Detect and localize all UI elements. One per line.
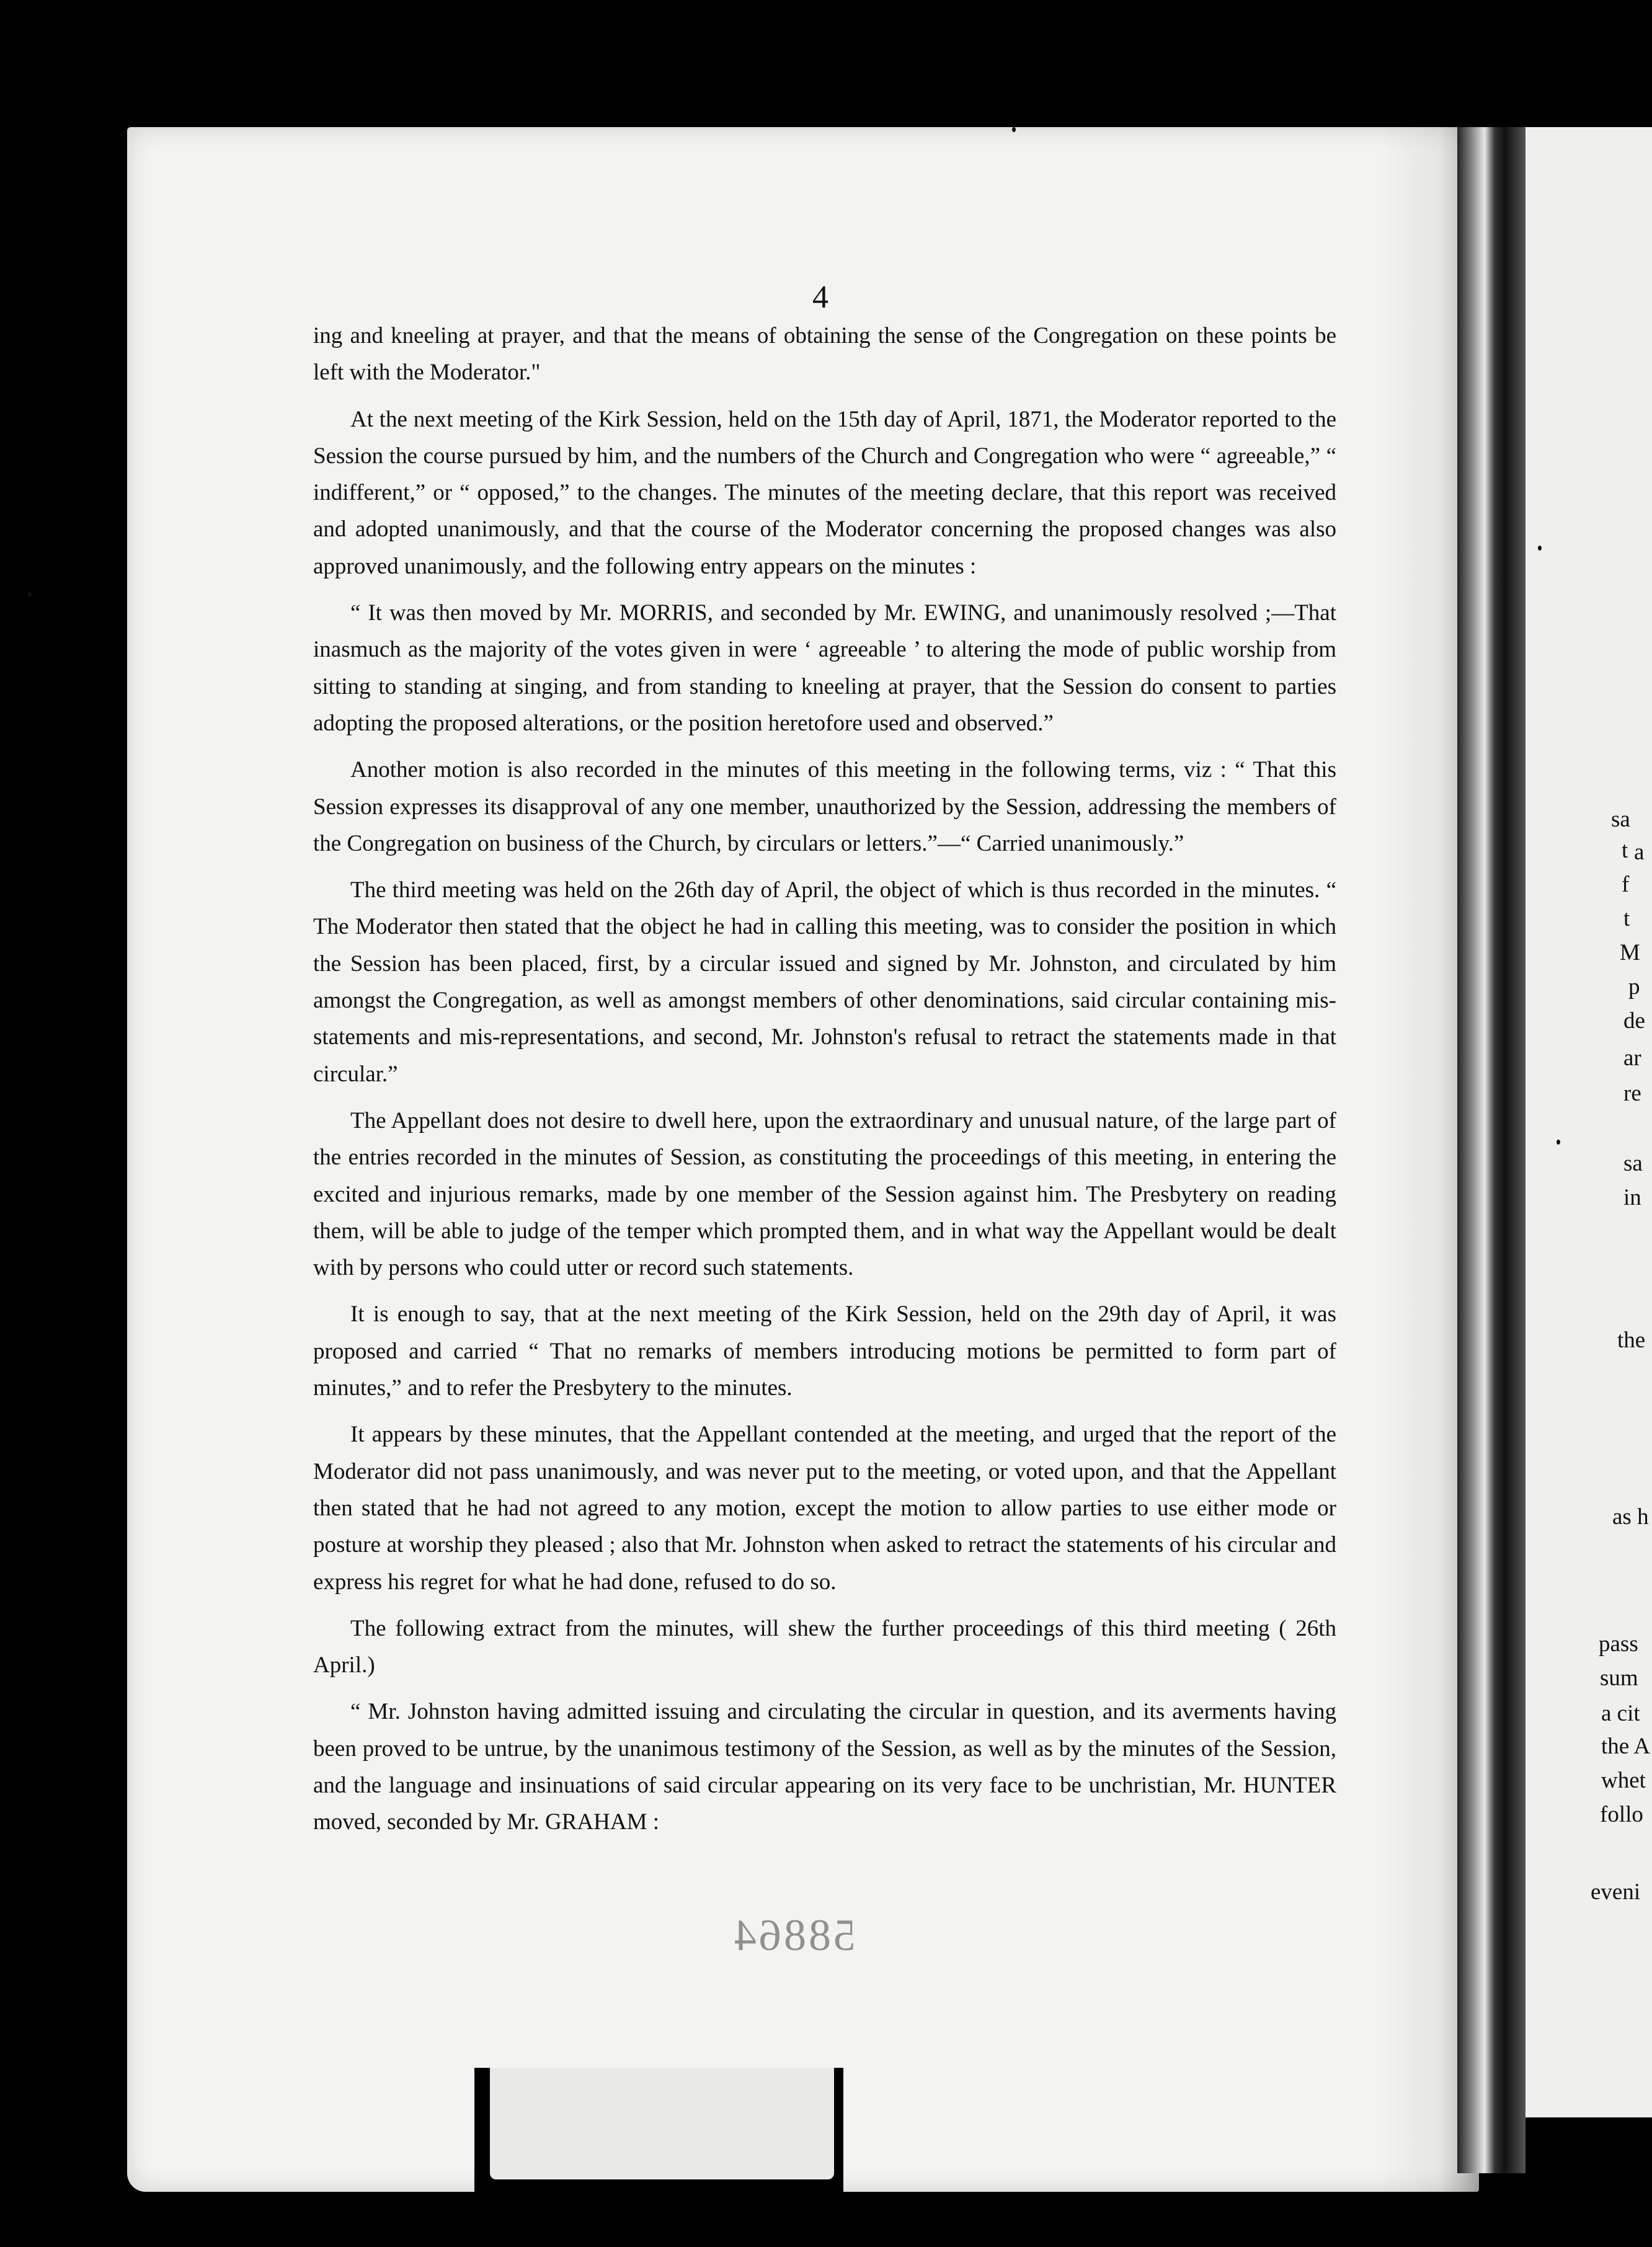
margin-fragment: whet bbox=[1601, 1768, 1646, 1793]
speck bbox=[28, 592, 32, 597]
paragraph: “ Mr. Johnston having admitted issuing and circulating the circular in question, and its averments having been proved to be untrue, by the unanimous testimony of the Session, as well as by the minutes of the Session, and the language and insinuations of said circular appearing on its very face to be unchristian, Mr. HUNTER moved, seconded by Mr. GRAHAM : bbox=[313, 1699, 1336, 1835]
speck bbox=[1557, 1140, 1560, 1145]
margin-fragment: p bbox=[1628, 974, 1640, 999]
paragraph: The Appellant does not desire to dwell here, upon the extraordinary and unusual nature, of the large part of the entries recorded in the minutes of Session, as constituting the proceedings of this meeting, in entering the excited and injurious remarks, made by one member of the Session against him. The Presbytery on reading them, will be able to judge of the temper which prompted them, and in what way the Appellant would be dealt with by persons who could utter or record such statements. bbox=[313, 1107, 1336, 1281]
paragraph: It is enough to say, that at the next meeting of the Kirk Session, held on the 29th day of April, it was proposed and carried “ That no remarks of members introducing motions be permitted to form part of minutes,” and to refer the Presbytery to the minutes. bbox=[313, 1301, 1336, 1401]
margin-fragment: as h bbox=[1612, 1504, 1649, 1530]
page-number: 4 bbox=[812, 280, 828, 315]
margin-fragment: in bbox=[1623, 1185, 1641, 1210]
paragraph: At the next meeting of the Kirk Session, held on the 15th day of April, 1871, the Moderator reported to the Session the course pursued by him, and the numbers of the Church and Congregation who were “ agreeable,” “ indifferent,” or “ opposed,” to the changes. The minutes of the meeting declare, that this report was received and adopted unanimously, and that the course of the Moderator concerning the proposed changes was also approved unanimously, and the following entry appears on the minutes : bbox=[313, 406, 1336, 579]
margin-fragment: re bbox=[1623, 1081, 1641, 1106]
margin-fragment: the A bbox=[1601, 1734, 1651, 1759]
margin-fragment: eveni bbox=[1591, 1879, 1641, 1905]
margin-fragment: t bbox=[1622, 838, 1628, 863]
paragraph: “ It was then moved by Mr. MORRIS, and seconded by Mr. EWING, and unanimously resolved ;—That inasmuch as the majority of the votes given in were ‘ agreeable ’ to altering the mode of public worship from sitting to standing at singing, and from standing to kneeling at prayer, that the Session do consent to parties adopting the proposed alterations, or the position heretofore used and observed.” bbox=[313, 600, 1336, 736]
page-notch-inner bbox=[490, 2068, 834, 2179]
margin-fragment: follo bbox=[1600, 1802, 1643, 1827]
margin-fragment: M bbox=[1620, 940, 1640, 965]
paragraph: The third meeting was held on the 26th day of April, the object of which is thus recorded in the minutes. “ The Moderator then stated that the object he had in calling this meeting, was to consider the position in which the Session has been placed, first, by a circular issued and signed by Mr. Johnston, and circulated by him amongst the Congregation, as well as amongst members of other denominations, said circular containing mis-statements and mis-representations, and second, Mr. Johnston's refusal to retract the statements made in that circular.” bbox=[313, 877, 1336, 1087]
speck bbox=[1012, 127, 1016, 132]
margin-fragment: sa bbox=[1611, 807, 1630, 832]
margin-fragment: pass bbox=[1599, 1631, 1638, 1657]
margin-fragment: the bbox=[1617, 1327, 1646, 1353]
margin-fragment: f bbox=[1622, 872, 1630, 897]
paragraph: ing and kneeling at prayer, and that the means of obtaining the sense of the Congregation on these points be left with the Moderator." bbox=[313, 323, 1336, 386]
speck bbox=[1538, 546, 1542, 551]
margin-fragment: a cit bbox=[1601, 1701, 1640, 1726]
margin-fragment: t bbox=[1623, 906, 1630, 931]
margin-fragment: ar bbox=[1623, 1045, 1641, 1071]
paragraph: Another motion is also recorded in the minutes of this meeting in the following terms, viz : “ That this Session expresses its disapproval of any one member, unauthorized by the Session, addressing the members of the Congregation on business of the Church, by circulars or letters.”—“ Carried unanimously.” bbox=[313, 757, 1336, 856]
body-text bbox=[313, 317, 1336, 1841]
margin-fragment: sa bbox=[1623, 1151, 1643, 1176]
book-binding bbox=[1457, 127, 1525, 2173]
paragraph: The following extract from the minutes, will shew the further proceedings of this third meeting ( 26th April.) bbox=[313, 1615, 1336, 1678]
margin-fragment: sum bbox=[1600, 1665, 1638, 1691]
margin-fragment: de bbox=[1623, 1008, 1645, 1034]
paragraph: It appears by these minutes, that the Appellant contended at the meeting, and urged that the report of the Moderator did not pass unanimously, and was never put to the meeting, or voted upon, and that the Appellant then stated that he had not agreed to any motion, except the motion to allow parties to use either mode or posture at worship they pleased ; also that Mr. Johnston when asked to retract the statements of his circular and express his regret for what he had done, refused to do so. bbox=[313, 1422, 1336, 1595]
library-stamp: 58864 bbox=[732, 1910, 856, 1960]
margin-fragment: a bbox=[1634, 840, 1645, 865]
